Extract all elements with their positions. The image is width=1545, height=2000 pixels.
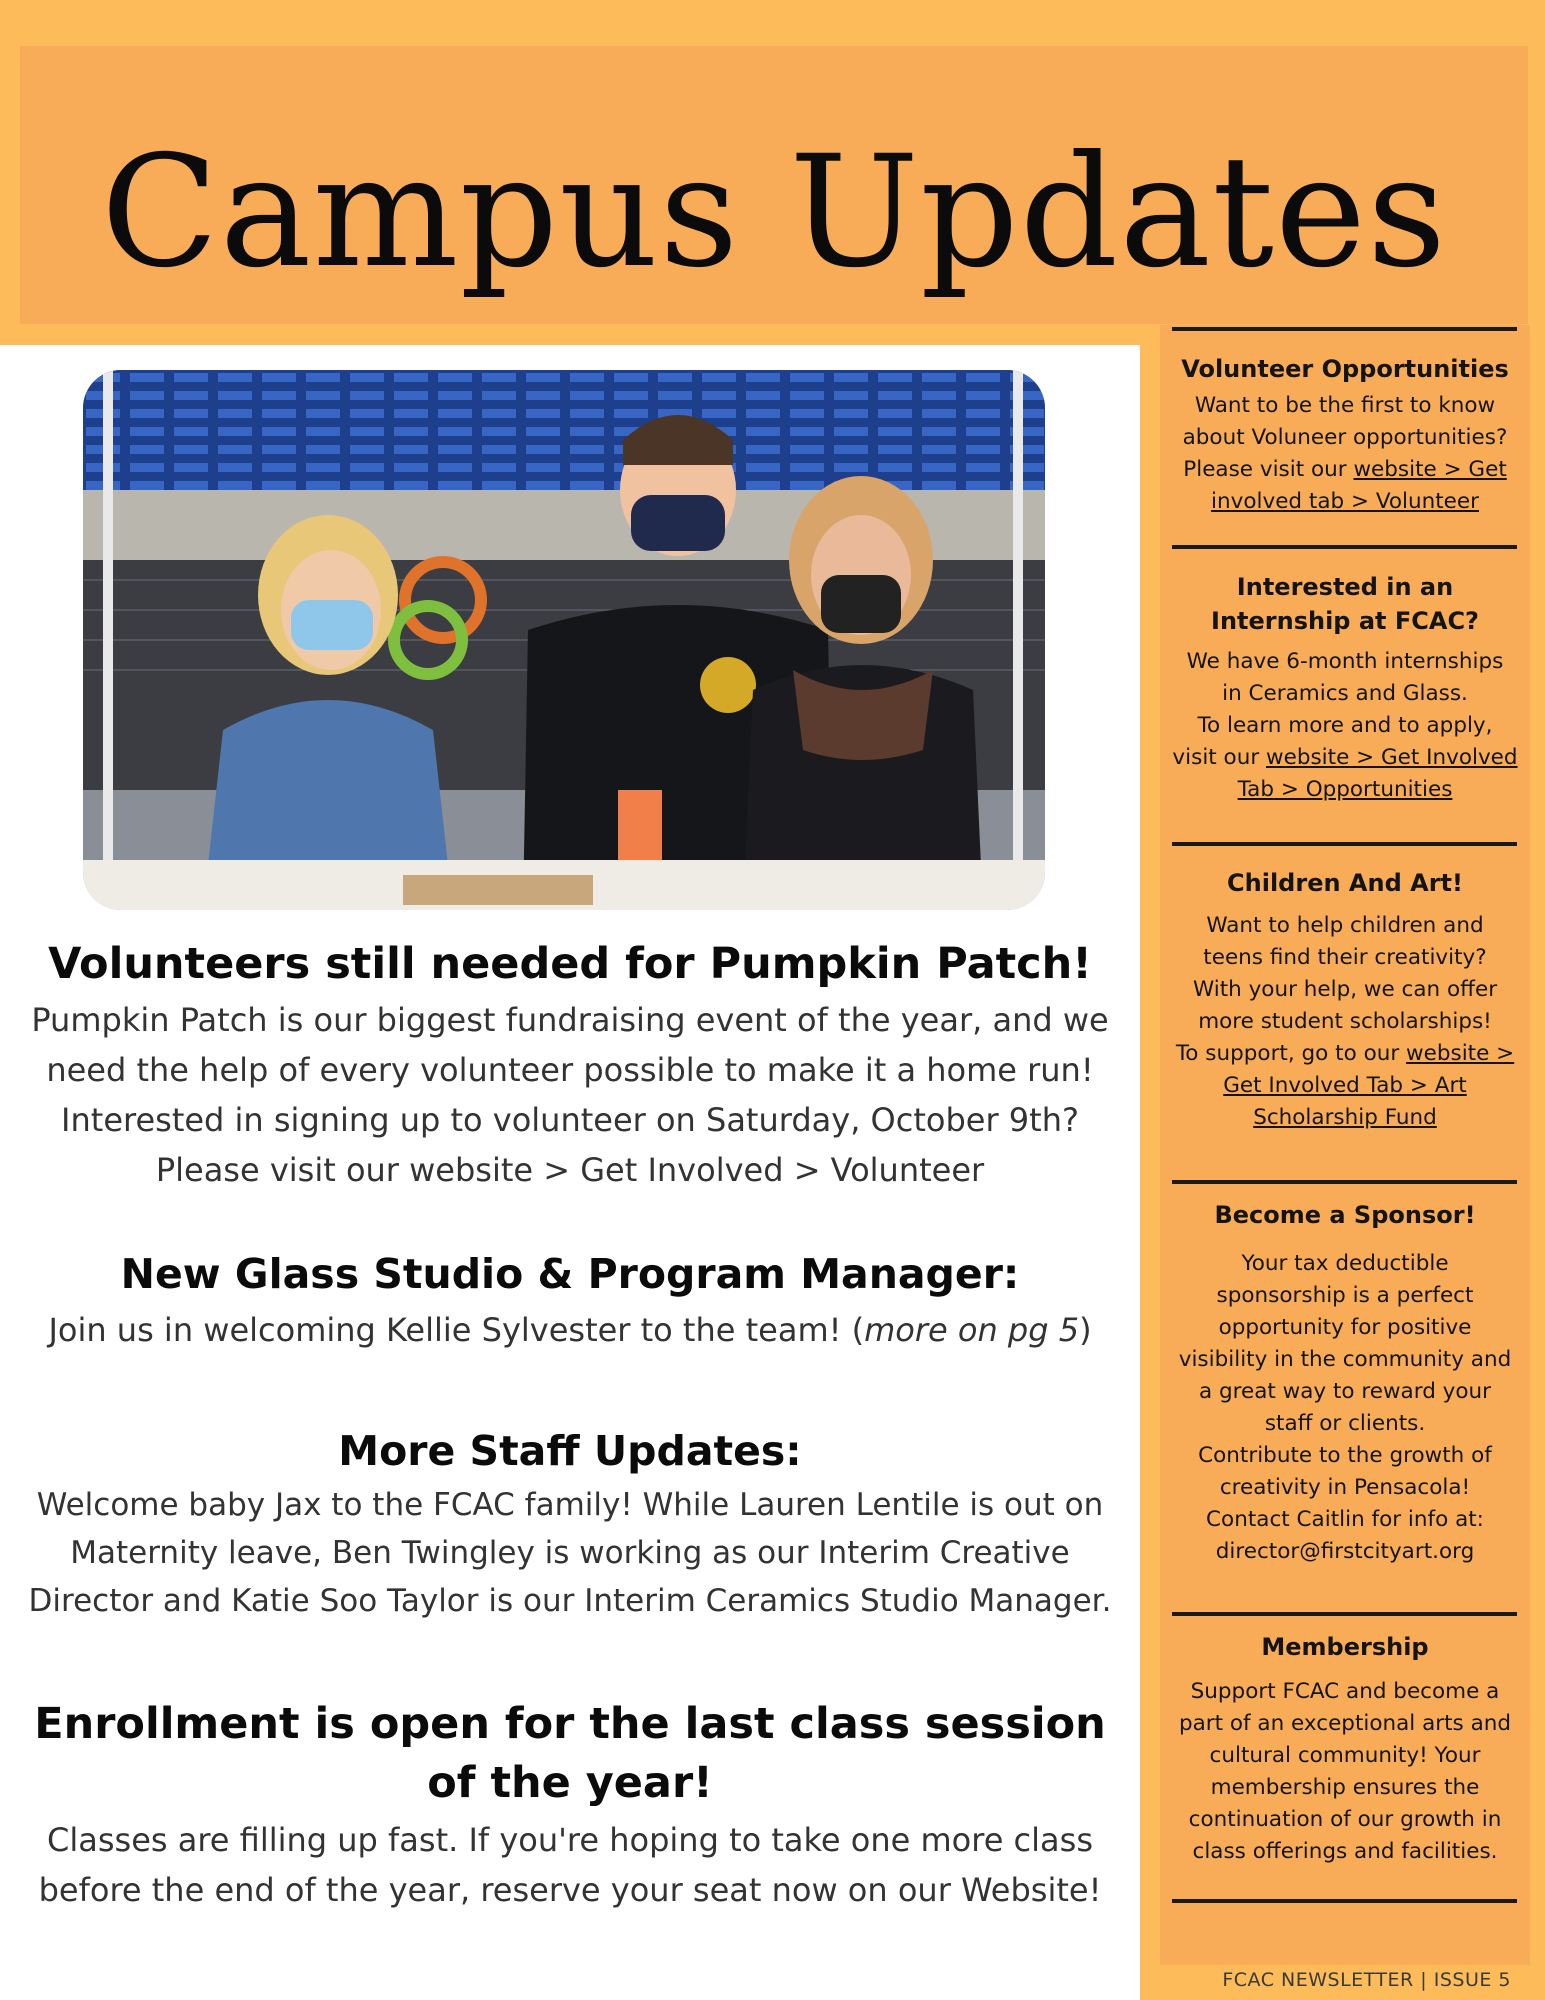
- scholarship-website-link[interactable]: website >: [1406, 1041, 1515, 1066]
- sidebar-line: To learn more and to apply,: [1197, 713, 1493, 738]
- article-heading: More Staff Updates:: [338, 1427, 802, 1475]
- divider: [1172, 1612, 1517, 1616]
- divider: [1172, 545, 1517, 549]
- article-body: [20, 1815, 1120, 1915]
- sidebar-line: creativity in Pensacola!: [1219, 1475, 1471, 1500]
- sidebar-line: With your help, we can offer: [1192, 977, 1498, 1002]
- article-heading: Volunteers still needed for Pumpkin Patch!: [48, 939, 1092, 989]
- article-line: Welcome baby Jax to the FCAC family! While Lauren Lentile is out on: [36, 1487, 1104, 1523]
- divider: [1172, 1180, 1517, 1184]
- sidebar-text: [1160, 1248, 1530, 1568]
- sidebar-line: Contact Caitlin for info at:: [1206, 1507, 1484, 1532]
- sidebar-line: Want to be the first to know: [1194, 393, 1496, 418]
- sidebar-line: sponsorship is a perfect: [1216, 1283, 1474, 1308]
- heading-line: of the year!: [427, 1758, 713, 1808]
- sidebar-line-text: Please visit our: [1183, 457, 1354, 482]
- sponsor-email[interactable]: director@firstcityart.org: [1215, 1539, 1475, 1564]
- article-pumpkin-patch: [20, 935, 1120, 1195]
- sidebar-line: Contribute to the growth of: [1198, 1443, 1492, 1468]
- article-body: [20, 995, 1120, 1195]
- article-line: Director and Katie Soo Taylor is our Interim Ceramics Studio Manager.: [28, 1583, 1112, 1619]
- article-body: [20, 1305, 1120, 1355]
- divider: [1172, 842, 1517, 846]
- sidebar-line: [1160, 1038, 1530, 1070]
- sidebar-line: [1160, 742, 1530, 774]
- article-line: Interested in signing up to volunteer on Saturday, October 9th?: [61, 1101, 1079, 1139]
- sidebar-line: staff or clients.: [1264, 1411, 1426, 1436]
- article-staff-updates: [20, 1423, 1120, 1625]
- sidebar-heading: Children And Art!: [1227, 869, 1463, 897]
- footer-text: FCAC NEWSLETTER | ISSUE 5: [1222, 1969, 1511, 1991]
- divider: [1172, 1899, 1517, 1903]
- article-enrollment: [20, 1695, 1120, 1915]
- sidebar-line: cultural community! Your: [1209, 1743, 1481, 1768]
- header-banner: [20, 46, 1528, 324]
- sidebar-line: continuation of our growth in: [1188, 1807, 1502, 1832]
- article-line: Maternity leave, Ben Twingley is working as our Interim Creative: [70, 1535, 1070, 1571]
- volunteer-website-link[interactable]: website > Get: [1353, 457, 1507, 482]
- sidebar-text: [1160, 390, 1530, 518]
- article-italic-text: more on pg 5: [864, 1311, 1080, 1349]
- sidebar-line: opportunity for positive: [1218, 1315, 1472, 1340]
- sidebar-internship: [1160, 570, 1530, 806]
- article-heading: [20, 1695, 1120, 1813]
- sidebar-membership: [1160, 1630, 1530, 1868]
- scholarship-fund-link[interactable]: Scholarship Fund: [1253, 1105, 1437, 1130]
- photo-illustration: [83, 370, 1045, 910]
- sidebar-heading: Volunteer Opportunities: [1181, 355, 1509, 383]
- sidebar-text: [1160, 1676, 1530, 1868]
- sidebar-line: membership ensures the: [1210, 1775, 1480, 1800]
- sidebar-line: about Voluneer opportunities?: [1182, 425, 1508, 450]
- sidebar-heading: Become a Sponsor!: [1214, 1201, 1476, 1229]
- article-line: Please visit our website > Get Involved > Volunteer: [155, 1151, 985, 1189]
- sidebar-line-text: visit our: [1172, 745, 1267, 770]
- sidebar-line: Want to help children and: [1206, 913, 1484, 938]
- sidebar-line-text: To support, go to our: [1175, 1041, 1407, 1066]
- sidebar-heading: [1160, 570, 1530, 638]
- sidebar-line: more student scholarships!: [1198, 1009, 1492, 1034]
- article-heading: New Glass Studio & Program Manager:: [120, 1250, 1020, 1298]
- article-text: Join us in welcoming Kellie Sylvester to the team! (: [48, 1311, 865, 1349]
- sidebar-line: visibility in the community and: [1178, 1347, 1512, 1372]
- sidebar-heading: Membership: [1261, 1633, 1429, 1661]
- article-line: Pumpkin Patch is our biggest fundraising event of the year, and we: [31, 1001, 1109, 1039]
- sidebar-line: Support FCAC and become a: [1190, 1679, 1500, 1704]
- sidebar-line: in Ceramics and Glass.: [1222, 681, 1468, 706]
- sidebar: [1160, 325, 1530, 1965]
- scholarship-tab-link[interactable]: Get Involved Tab > Art: [1223, 1073, 1467, 1098]
- internship-tab-link[interactable]: Tab > Opportunities: [1237, 777, 1453, 802]
- heading-line: Enrollment is open for the last class session: [34, 1699, 1106, 1749]
- sidebar-children: [1160, 866, 1530, 1134]
- sidebar-heading-line: Internship at FCAC?: [1211, 607, 1479, 635]
- article-body: [20, 1481, 1120, 1625]
- sidebar-text: [1160, 910, 1530, 1134]
- sidebar-line: a great way to reward your: [1198, 1379, 1492, 1404]
- volunteers-photo: [83, 370, 1045, 910]
- sidebar-line: part of an exceptional arts and: [1178, 1711, 1512, 1736]
- sidebar-line: Your tax deductible: [1241, 1251, 1449, 1276]
- sidebar-line: We have 6-month internships: [1186, 649, 1504, 674]
- volunteer-tab-link[interactable]: involved tab > Volunteer: [1211, 489, 1479, 514]
- sidebar-text: [1160, 646, 1530, 806]
- sidebar-volunteer: [1160, 352, 1530, 518]
- internship-website-link[interactable]: website > Get Involved: [1266, 745, 1518, 770]
- article-line: need the help of every volunteer possible to make it a home run!: [46, 1051, 1094, 1089]
- article-glass-studio: [20, 1245, 1120, 1355]
- sidebar-line: teens find their creativity?: [1203, 945, 1487, 970]
- sidebar-line: class offerings and facilities.: [1192, 1839, 1498, 1864]
- article-text: ): [1079, 1311, 1092, 1349]
- sidebar-line: [1160, 454, 1530, 486]
- sidebar-sponsor: [1160, 1198, 1530, 1568]
- article-line: before the end of the year, reserve your seat now on our Website!: [38, 1871, 1102, 1909]
- page-title: Campus Updates: [100, 123, 1448, 302]
- article-line: Classes are filling up fast. If you're hoping to take one more class: [47, 1821, 1093, 1859]
- divider: [1172, 327, 1517, 331]
- sidebar-heading-line: Interested in an: [1236, 573, 1454, 601]
- main-column: [0, 345, 1140, 2000]
